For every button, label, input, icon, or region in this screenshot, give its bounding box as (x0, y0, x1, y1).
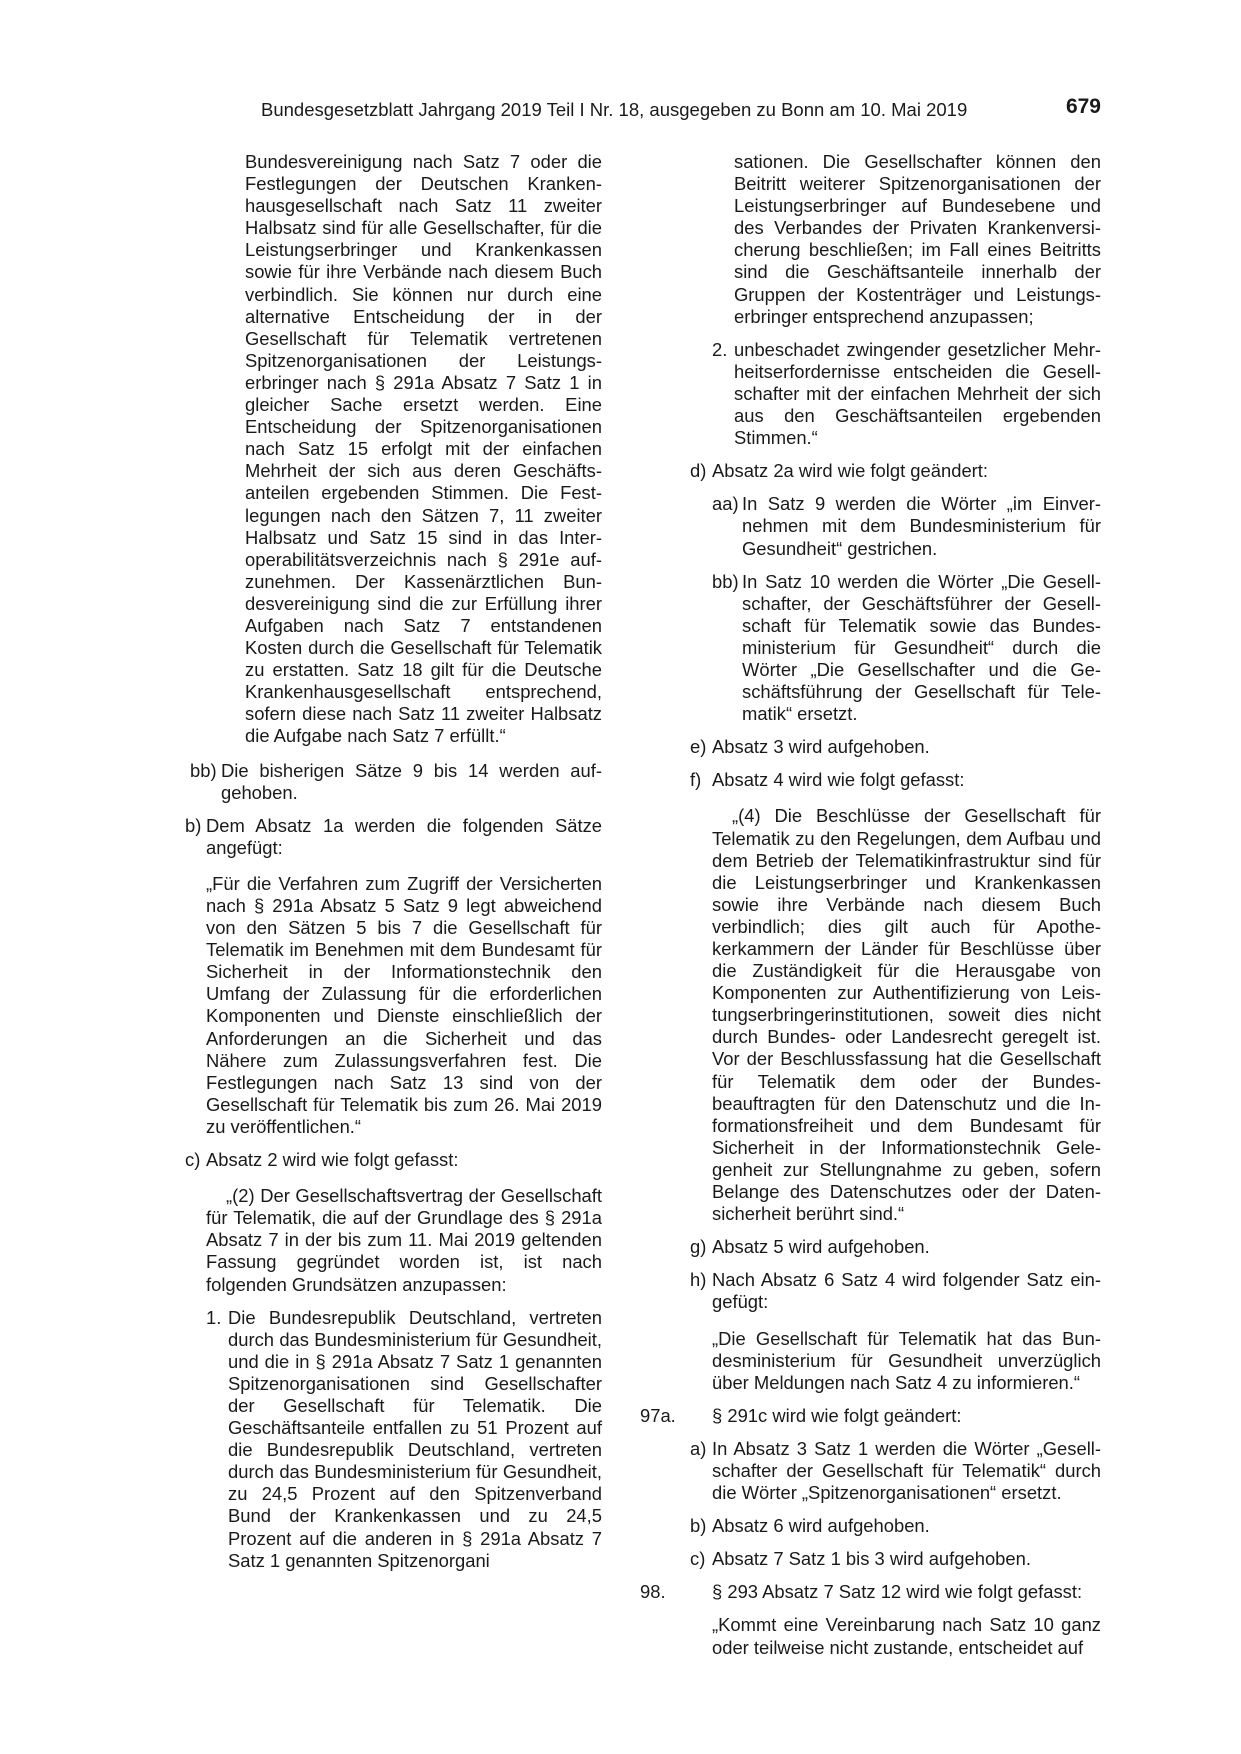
item-label: d) (690, 460, 707, 482)
item-text: Absatz 2 wird wie folgt gefasst: (206, 1149, 459, 1171)
item-label: h) (690, 1269, 707, 1291)
item-label: bb) (712, 570, 739, 592)
list-item (640, 1405, 1101, 1427)
item-text: In Satz 10 werden die Wörter „Die Gesellschafter, der Geschäftsführer der Gesellschaft für Telematik sowie das Bundesministerium für Gesundheit“ durch die Wörter „Die Gesellschafter und die Geschäftsführung der Gesellschaft für Telematik“ ersetzt. (742, 570, 1101, 725)
item-label: g) (690, 1236, 707, 1258)
item-text: Die Bundesrepublik Deutschland, vertreten durch das Bundesministerium für Gesundheit, und die in § 291a Absatz 7 Satz 1 genannten Spitzenorganisationen sind Gesellschafter der Gesellschaft für Telematik. Die Geschäftsanteile entfallen zu 51 Prozent auf die Bundesrepublik Deutschland, vertreten durch das Bundesministerium für Gesundheit, zu 24,5 Prozent auf den Spitzenverband Bund der Krankenkassen und zu 24,5 Prozent auf die anderen in § 291a Absatz 7 Satz 1 genannten Spitzenorgani (228, 1306, 602, 1571)
item-text: In Satz 9 werden die Wörter „im Einvernehmen mit dem Bundesministerium für Gesundheit“ gestrichen. (742, 493, 1101, 559)
item-text: Absatz 4 wird wie folgt gefasst: (712, 769, 965, 791)
item-text: unbeschadet zwingender gesetzlicher Mehrheitserfordernisse entscheiden die Gesellschafter mit der einfachen Mehrheit der sich aus den Geschäftsanteilen ergebenden Stimmen.“ (734, 338, 1101, 449)
item-label: 2. (712, 338, 728, 360)
header-title: Bundesgesetzblatt Jahrgang 2019 Teil I Nr. 18, ausgegeben zu Bonn am 10. Mai 2019 (261, 99, 968, 120)
item-text: § 291c wird wie folgt geändert: (712, 1404, 962, 1426)
list-item (185, 1307, 602, 1572)
list-item (640, 339, 1101, 449)
list-item (640, 460, 1101, 482)
item-label: f) (690, 769, 702, 791)
running-header (261, 95, 1101, 125)
list-item (640, 769, 1101, 1225)
item-label: 97a. (640, 1404, 676, 1426)
list-item (185, 760, 602, 804)
item-text: Absatz 2a wird wie folgt geändert: (712, 460, 989, 482)
list-item (640, 493, 1101, 559)
quote-text: „Für die Verfahren zum Zugriff der Versicherten nach § 291a Absatz 5 Satz 9 legt abweichend von den Sätzen 5 bis 7 die Gesellschaft für Telematik im Benehmen mit dem Bundesamt für Sicherheit in der Informationstechnik den Umfang der Zulassung für die erforderlichen Komponenten und Dienste einschließlich der Anforderungen an die Sicherheit und das Nähere zum Zulassungsverfahren fest. Die Festlegungen nach Satz 13 sind von der Gesellschaft für Telematik bis zum 26. Mai 2019 zu veröffentlichen.“ (206, 872, 602, 1137)
item-text: In Absatz 3 Satz 1 werden die Wörter „Gesellschafter der Gesellschaft für Telematik“ durch die Wörter „Spitzenorganisationen“ ersetzt. (712, 1437, 1101, 1504)
left-column (185, 151, 602, 1583)
list-item (185, 1149, 602, 1296)
list-item (185, 815, 602, 1138)
quote-text: „Die Gesellschaft für Telematik hat das Bundesministerium für Gesundheit unverzüglich über Meldungen nach Satz 4 zu informieren.“ (712, 1327, 1101, 1393)
item-text: § 293 Absatz 7 Satz 12 wird wie folgt gefasst: (712, 1581, 1083, 1603)
page-number: 679 (1065, 95, 1101, 118)
quote-text: „Kommt eine Vereinbarung nach Satz 10 ganz oder teilweise nicht zustande, entscheidet auf (712, 1614, 1101, 1658)
list-item (640, 571, 1101, 726)
item-text: Die bisherigen Sätze 9 bis 14 werden aufgehoben. (221, 759, 602, 803)
list-item (640, 151, 1101, 328)
list-item (640, 1236, 1101, 1258)
list-item (640, 1438, 1101, 1504)
item-label: b) (690, 1515, 707, 1537)
item-label: c) (690, 1548, 706, 1570)
item-label: e) (690, 736, 707, 758)
item-text: Dem Absatz 1a werden die folgenden Sätze angefügt: (206, 814, 602, 858)
item-label: c) (185, 1149, 201, 1171)
list-item (640, 736, 1101, 758)
item-label: 1. (206, 1306, 222, 1328)
item-label: aa) (712, 493, 739, 515)
item-text-continued: sationen. Die Gesellschafter können den Beitritt weiterer Spitzenorganisationen der Leistungserbringer auf Bundesebene und des Verbandes der Privaten Krankenversicherung beschließen; im Fall eines Beitritts sind die Geschäftsanteile innerhalb der Gruppen der Kostenträger und Leistungserbringer entsprechend anzupassen; (734, 151, 1101, 327)
quote-text: „(2) Der Gesellschaftsvertrag der Gesellschaft für Telematik, die auf der Grundlage des § 291a Absatz 7 in der bis zum 11. Mai 2019 geltenden Fassung gegründet worden ist, ist nach folgenden Grundsätzen anzupassen: (206, 1185, 602, 1295)
item-label: bb) (190, 759, 217, 781)
right-column (640, 151, 1101, 1670)
list-item (640, 1269, 1101, 1393)
list-item (640, 1548, 1101, 1570)
item-text: Absatz 7 Satz 1 bis 3 wird aufgehoben. (712, 1548, 1031, 1570)
item-text: Absatz 5 wird aufgehoben. (712, 1236, 930, 1258)
list-item (185, 151, 602, 748)
list-item (640, 1581, 1101, 1658)
item-label: 98. (640, 1581, 666, 1603)
item-text: Absatz 6 wird aufgehoben. (712, 1515, 930, 1537)
list-item (640, 1515, 1101, 1537)
paragraph-continued: Bundesvereinigung nach Satz 7 oder die Festlegungen der Deutschen Krankenhausgesellschaft nach Satz 11 zweiter Halbsatz sind für alle Gesellschafter, für die Leistungserbringer und Krankenkassen sowie für ihre Verbände nach diesem Buch verbindlich. Sie können nur durch eine alternative Entscheidung der in der Gesellschaft für Telematik vertretenen Spitzenorganisationen der Leistungserbringer nach § 291a Absatz 7 Satz 1 in gleicher Sache ersetzt werden. Eine Entscheidung der Spitzenorganisationen nach Satz 15 erfolgt mit der einfachen Mehrheit der sich aus deren Geschäftsanteilen ergebenden Stimmen. Die Festlegungen nach den Sätzen 7, 11 zweiter Halbsatz und Satz 15 sind in das Interoperabilitätsverzeichnis nach § 291e aufzunehmen. Der Kassenärztlichen Bundesvereinigung sind die zur Erfüllung ihrer Aufgaben nach Satz 7 entstandenen Kosten durch die Gesellschaft für Telematik zu erstatten. Satz 18 gilt für die Deutsche Krankenhausgesellschaft entsprechend, sofern diese nach Satz 11 zweiter Halbsatz die Aufgabe nach Satz 7 erfüllt.“ (245, 151, 602, 747)
quote-text: „(4) Die Beschlüsse der Gesellschaft für Telematik zu den Regelungen, dem Aufbau und dem Betrieb der Telematikinfrastruktur sind für die Leistungserbringer und Krankenkassen sowie ihre Verbände nach diesem Buch verbindlich; dies gilt auch für Apothekerkammern der Länder für Beschlüsse über die Zuständigkeit für die Herausgabe von Komponenten zur Authentifizierung von Leistungserbringerinstitutionen, soweit dies nicht durch Bundes- oder Landesrecht geregelt ist. Vor der Beschlussfassung hat die Gesellschaft für Telematik dem oder der Bundesbeauftragten für den Datenschutz und die Informationsfreiheit und dem Bundesamt für Sicherheit in der Informationstechnik Gelegenheit zur Stellungnahme zu geben, sofern Belange des Datenschutzes oder der Datensicherheit berührt sind.“ (712, 805, 1101, 1225)
item-text: Absatz 3 wird aufgehoben. (712, 736, 930, 758)
item-text: Nach Absatz 6 Satz 4 wird folgender Satz eingefügt: (712, 1269, 1101, 1313)
item-label: a) (690, 1437, 707, 1459)
item-label: b) (185, 814, 202, 836)
